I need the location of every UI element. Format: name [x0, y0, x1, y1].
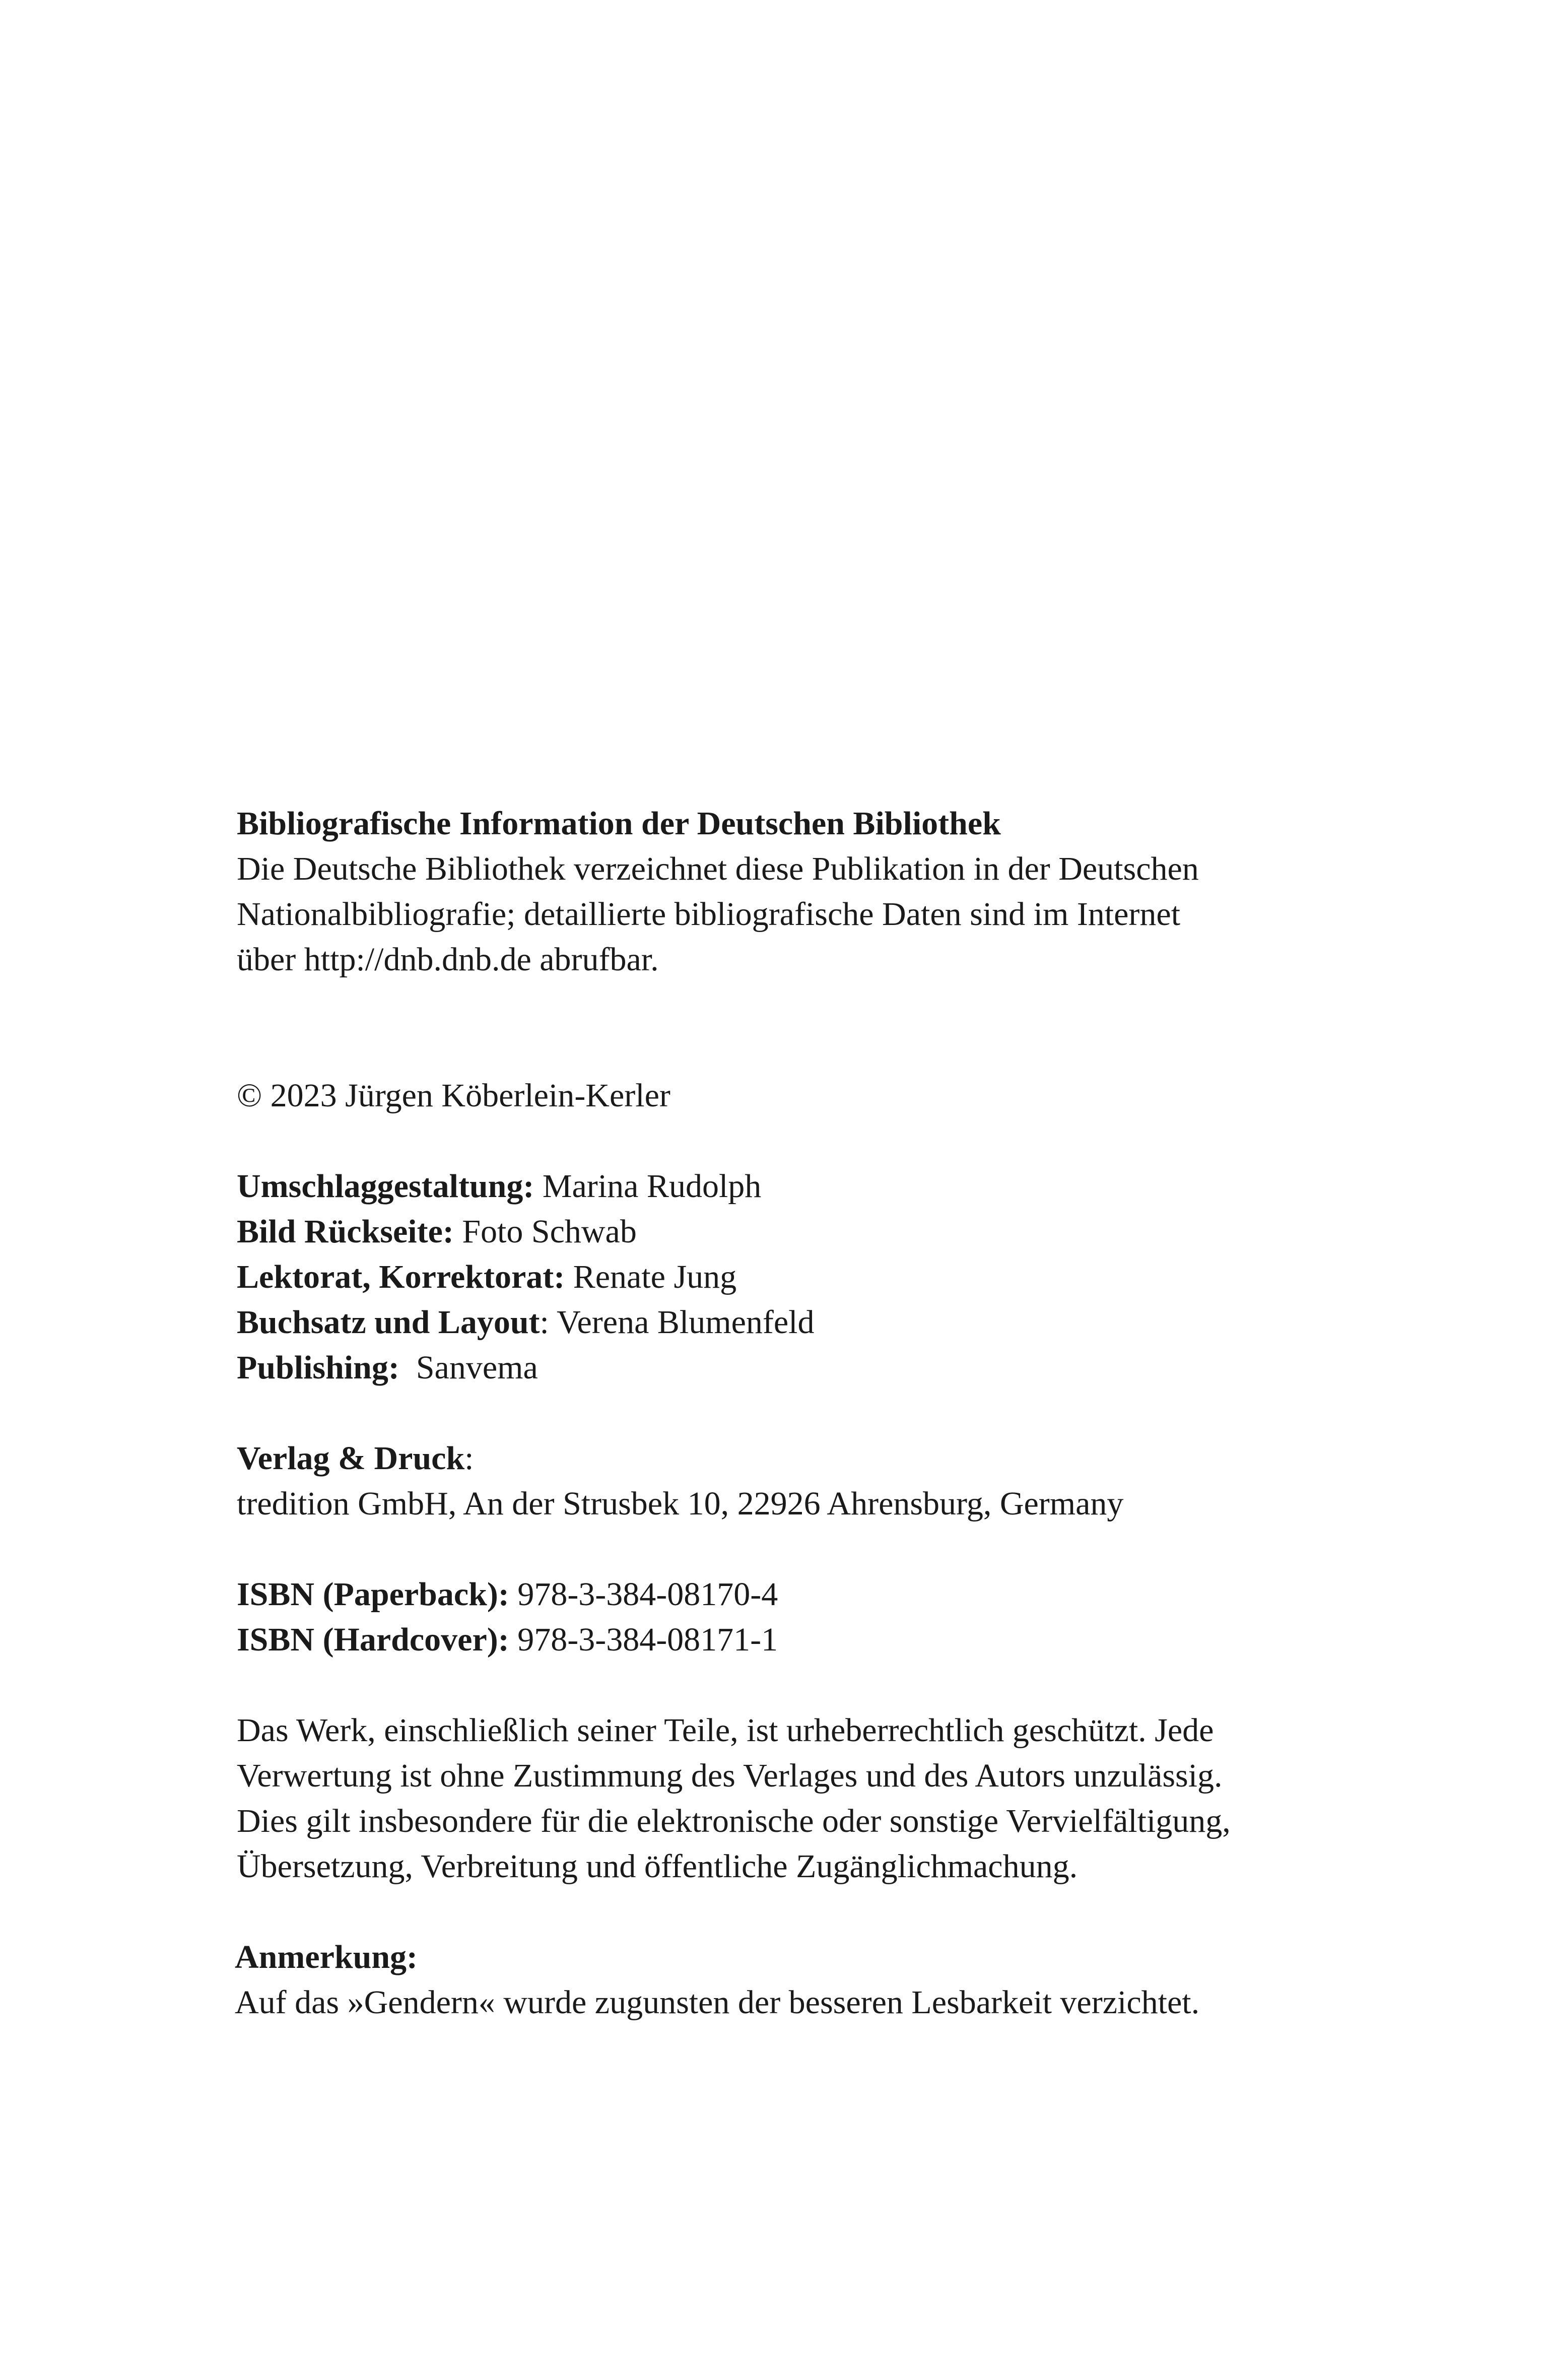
publisher-address: tredition GmbH, An der Strusbek 10, 22926 Ahrensburg, Germany — [237, 1485, 1124, 1522]
credit-back-image — [237, 1209, 1320, 1254]
credit-label: Buchsatz und Layout — [237, 1304, 540, 1341]
credit-label: Bild Rückseite: — [237, 1213, 454, 1250]
credit-label: Umschlaggestaltung: — [237, 1168, 534, 1205]
bibliographic-info-line: über http://dnb.dnb.de abrufbar. — [237, 941, 659, 978]
credit-label: Lektorat, Korrektorat: — [237, 1259, 565, 1295]
credit-value: Sanvema — [399, 1349, 538, 1386]
bibliographic-info-heading: Bibliografische Information der Deutschen Bibliothek — [237, 805, 1001, 842]
isbn-label: ISBN (Hardcover): — [237, 1621, 509, 1658]
rights-line: Übersetzung, Verbreitung und öffentliche Zugänglichmachung. — [237, 1848, 1078, 1885]
note-section — [235, 1935, 1318, 2025]
isbn-paperback — [237, 1572, 1320, 1617]
isbn-label: ISBN (Paperback): — [237, 1576, 509, 1613]
bibliographic-info-section — [237, 801, 1320, 982]
credit-publishing — [237, 1345, 1320, 1391]
credit-cover-design — [237, 1164, 1320, 1209]
publisher-section — [237, 1436, 1320, 1527]
credits-section — [237, 1164, 1320, 1391]
copyright-notice: © 2023 Jürgen Köberlein-Kerler — [237, 1077, 670, 1114]
publisher-label: Verlag & Druck — [237, 1440, 465, 1477]
isbn-value: 978-3-384-08170-4 — [509, 1576, 778, 1613]
note-text: Auf das »Gendern« wurde zugunsten der besseren Lesbarkeit verzichtet. — [235, 1984, 1200, 2021]
isbn-section — [237, 1572, 1320, 1663]
credit-value: Renate Jung — [565, 1259, 737, 1295]
publisher-label-suffix: : — [464, 1440, 474, 1477]
bibliographic-info-line: Nationalbibliografie; detaillierte bibliografische Daten sind im Internet — [237, 896, 1181, 933]
credit-typesetting — [237, 1300, 1320, 1345]
copyright-section — [237, 1073, 1320, 1118]
isbn-hardcover — [237, 1617, 1320, 1663]
credit-value: Marina Rudolph — [534, 1168, 762, 1205]
publisher-heading — [237, 1436, 1320, 1481]
isbn-value: 978-3-384-08171-1 — [509, 1621, 778, 1658]
rights-line: Das Werk, einschließlich seiner Teile, ist urheberrechtlich geschützt. Jede — [237, 1712, 1214, 1749]
credit-value: Foto Schwab — [453, 1213, 637, 1250]
bibliographic-info-line: Die Deutsche Bibliothek verzeichnet diese Publikation in der Deutschen — [237, 850, 1199, 887]
rights-section — [237, 1708, 1320, 1889]
note-heading: Anmerkung: — [235, 1939, 418, 1975]
credit-editing — [237, 1254, 1320, 1300]
credit-label: Publishing: — [237, 1349, 399, 1386]
credit-value: : Verena Blumenfeld — [540, 1304, 815, 1341]
rights-line: Dies gilt insbesondere für die elektronische oder sonstige Vervielfältigung, — [237, 1803, 1231, 1839]
rights-line: Verwertung ist ohne Zustimmung des Verlages und des Autors unzulässig. — [237, 1757, 1223, 1794]
